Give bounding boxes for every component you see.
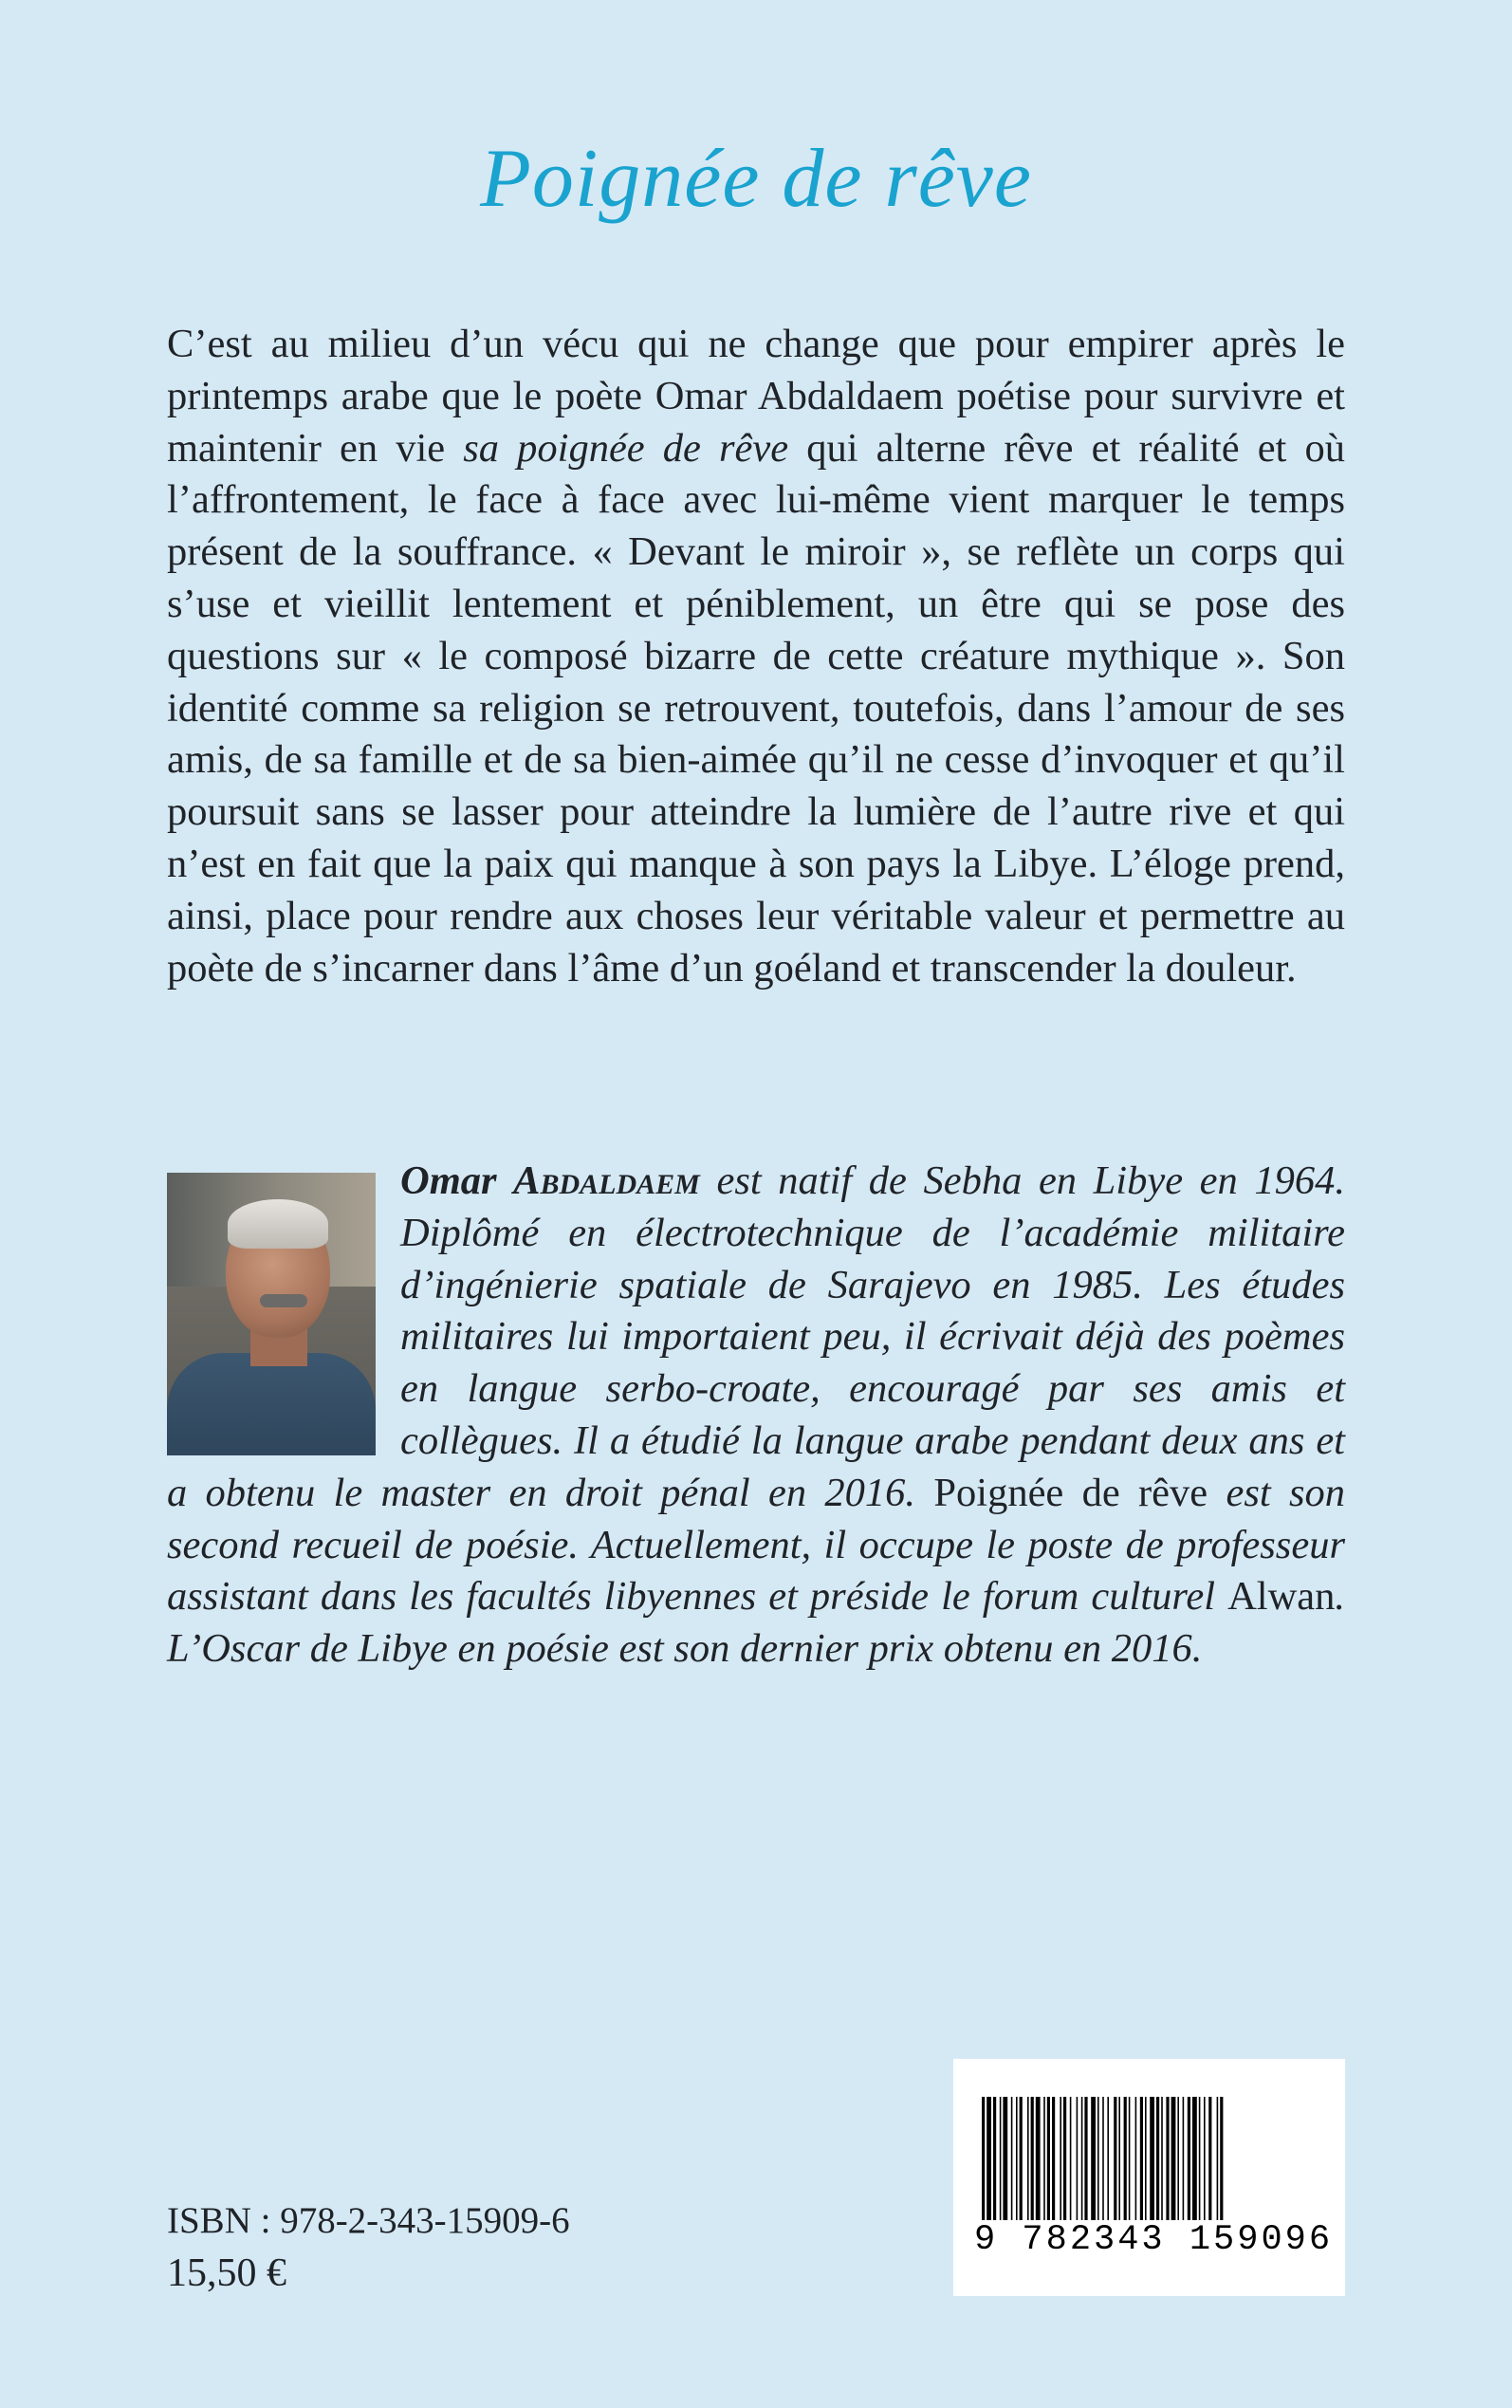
author-bio-1: est natif de Sebha en Libye en 1964. Diplômé en électrotechnique de l’académie militaire d’ingénierie spatiale de Sarajevo en 1985. Les études militaires lui importaient peu, il écrivait déjà des poèmes en langue serbo-croate, encouragé par ses amis et collègues. Il a étudié la langue arabe pendant deux ans et a obtenu le master en droit pénal en 2016.: [167, 1158, 1345, 1515]
summary-italic-phrase: sa poignée de rêve: [463, 425, 789, 471]
barcode-digits: 9 782343 159096: [974, 2220, 1334, 2260]
author-book-title: Poignée de rêve: [933, 1470, 1208, 1515]
author-photo: [167, 1173, 376, 1455]
price-label: 15,50 €: [167, 2251, 286, 2295]
author-forum-name: Alwan: [1227, 1574, 1336, 1620]
isbn-label: ISBN : 978-2-343-15909-6: [167, 2200, 570, 2241]
summary-text-2: qui alterne rêve et réalité et où l’affrontement, le face à face avec lui-même vient marquer le temps présent de la souffrance. « Devant le miroir », se reflète un corps qui s’use et vieillit lentement et péniblement, un être qui se pose des questions sur « le composé bizarre de cette créature mythique ». Son identité comme sa religion se retrouvent, toutefois, dans l’amour de ses amis, de sa famille et de sa bien-aimée qu’il ne cesse d’invoquer et qu’il poursuit sans se lasser pour atteindre la lumière de l’autre rive et qui n’est en fait que la paix qui manque à son pays la Libye. L’éloge prend, ainsi, place pour rendre aux choses leur véritable valeur et permettre au poète de s’incarner dans l’âme d’un goéland et transcender la douleur.: [167, 425, 1345, 991]
author-biography: [167, 1156, 1345, 1676]
author-bio-2: est son second recueil de poésie. Actuellement, il occupe le poste de professeur assistant dans les facultés libyennes et préside le forum culturel: [167, 1470, 1346, 1620]
summary-text-1: C’est au milieu d’un vécu qui ne change que pour empirer après le printemps arabe que le poète Omar Abdaldaem poétise pour survivre et maintenir en vie: [167, 322, 1345, 471]
book-title: Poignée de rêve: [480, 133, 1032, 225]
barcode: [953, 2059, 1345, 2296]
author-first-name: Omar: [400, 1158, 497, 1203]
author-name: [400, 1158, 700, 1203]
back-cover-summary: [167, 319, 1345, 994]
barcode-bars: [982, 2097, 1318, 2230]
author-surname: Abdaldaem: [513, 1158, 700, 1203]
author-bio-3: . L’Oscar de Libye en poésie est son dernier prix obtenu en 2016.: [167, 1574, 1345, 1672]
